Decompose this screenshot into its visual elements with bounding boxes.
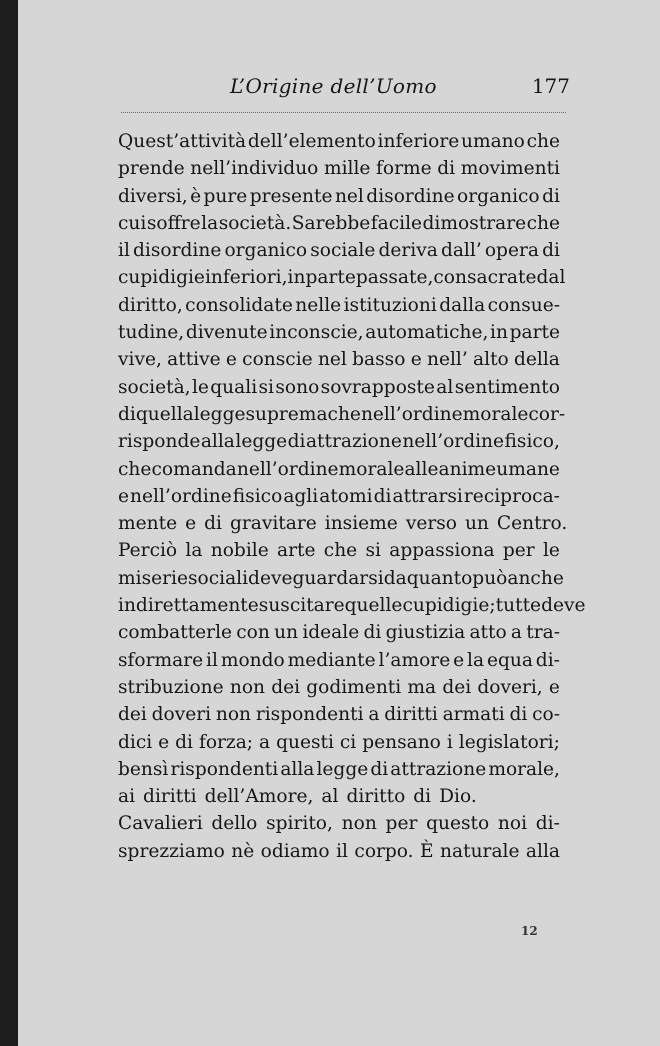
text-line: mente e di gravitare insieme verso un Centro.	[118, 513, 568, 535]
signature-mark: 12	[521, 924, 538, 938]
text-line: il disordine organico sociale deriva dall’ opera di	[118, 240, 560, 262]
text-line: Cavalieri dello spirito, non per questo noi di-	[118, 813, 560, 835]
text-line: diversi, è pure presente nel disordine organico di	[118, 185, 560, 207]
text-line: dici e di forza; a questi ci pensano i legislatori;	[118, 731, 560, 753]
text-line: sformare il mondo mediante l’amore e la equa di-	[118, 649, 560, 671]
text-line: di quella legge suprema che nell’ordine morale cor-	[118, 403, 566, 425]
page-spine-edge	[0, 0, 18, 1046]
text-line: bensì rispondenti alla legge di attrazione morale,	[118, 758, 560, 780]
text-line: Perciò la nobile arte che si appassiona per le	[118, 540, 560, 562]
text-line: stribuzione non dei godimenti ma dei doveri, e	[118, 676, 560, 698]
text-line: combatterle con un ideale di giustizia atto a tra-	[118, 622, 560, 644]
text-line: sprezziamo nè odiamo il corpo. È naturale alla	[118, 840, 560, 862]
text-line: indirettamente suscitare quelle cupidigie; tutte deve	[118, 595, 586, 617]
body-text	[118, 128, 586, 865]
text-line: tudine, divenute inconscie, automatiche, in parte	[118, 322, 560, 344]
running-title: L’Origine dell’Uomo	[230, 74, 437, 98]
header-rule	[121, 112, 566, 113]
text-line: dei doveri non rispondenti a diritti armati di co-	[118, 704, 560, 726]
text-line: ai diritti dell’Amore, al diritto di Dio.	[118, 786, 477, 808]
text-line: risponde alla legge di attrazione nell’ordine fisico,	[118, 431, 560, 453]
text-line: e nell’ordine fisico agli atomi di attrarsi reciproca-	[118, 485, 560, 507]
text-line: società, le quali si sono sovrapposte al sentimento	[118, 376, 560, 398]
text-line: cui soffre la società. Sarebbe facile dimostrare che	[118, 212, 560, 234]
text-line: diritto, consolidate nelle istituzioni dalla consue-	[118, 294, 560, 316]
text-line: cupidigie inferiori, in parte passate, consacrate dal	[118, 267, 566, 289]
text-line: Quest’attività dell’elemento inferiore umano che	[118, 131, 560, 152]
page-header	[230, 74, 570, 104]
text-line: vive, attive e conscie nel basso e nell’ alto della	[118, 349, 560, 371]
text-line: miserie sociali deve guardarsi da quanto può anche	[118, 567, 564, 589]
page-number: 177	[531, 74, 570, 98]
text-line: che comanda nell’ordine morale alle anime umane	[118, 458, 560, 480]
text-line: prende nell’individuo mille forme di movimenti	[118, 158, 560, 180]
